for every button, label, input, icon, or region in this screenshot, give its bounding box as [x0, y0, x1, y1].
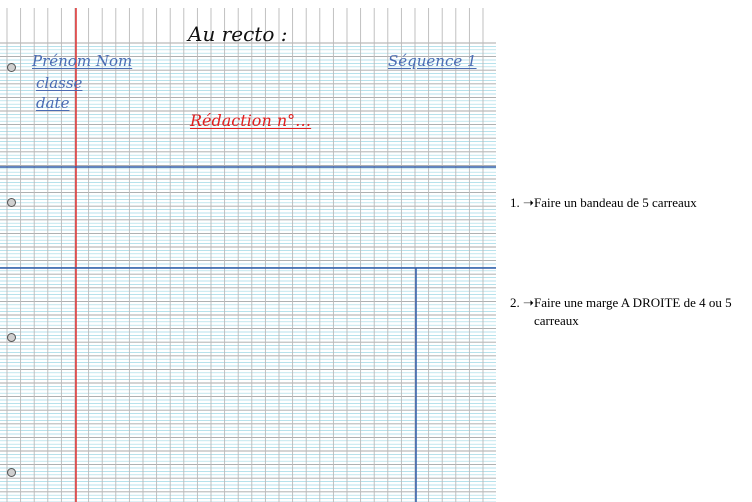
page-title: Au recto : [188, 22, 288, 46]
class-label: classe [36, 74, 83, 92]
instruction-text: Faire un bandeau de 5 carreaux [534, 195, 697, 210]
arrow-icon: ➝ [523, 295, 534, 310]
punch-hole-icon [7, 63, 16, 72]
instruction-item [510, 294, 746, 330]
punch-hole-icon [7, 333, 16, 342]
instruction-number: 1. [510, 195, 520, 210]
instruction-number: 2. [510, 295, 520, 310]
punch-hole-icon [7, 468, 16, 477]
date-label: date [36, 94, 70, 112]
writing-number-label: Rédaction n°… [190, 111, 312, 130]
instruction-item [510, 194, 746, 212]
arrow-icon: ➝ [523, 195, 534, 210]
punch-hole-icon [7, 198, 16, 207]
instruction-text: Faire une marge A DROITE de 4 ou 5 carreaux [534, 295, 732, 328]
sequence-label: Séquence 1 [388, 52, 477, 70]
seyes-grid-paper [0, 8, 496, 502]
name-label: Prénom Nom [32, 52, 133, 70]
